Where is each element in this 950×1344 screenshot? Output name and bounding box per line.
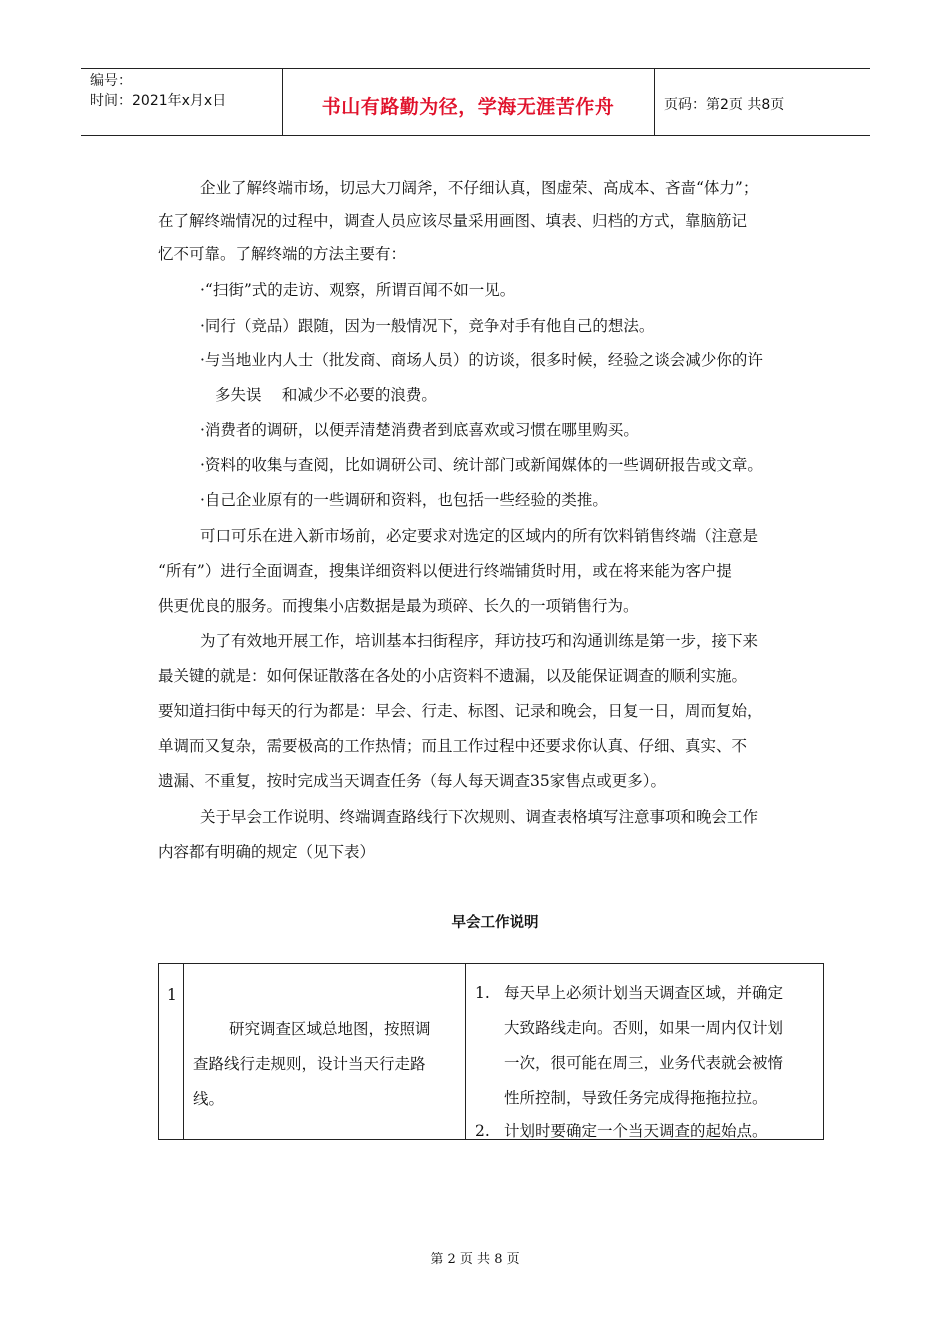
paragraph-line: 最关键的就是：如何保证散落在各处的小店资料不遗漏，以及能保证调查的顺利实施。 [158, 667, 748, 685]
page-footer: 第 2 页 共 8 页 [430, 1252, 520, 1267]
paragraph-line: 供更优良的服务。而搜集小店数据是最为琐碎、长久的一项销售行为。 [158, 597, 639, 615]
header-bottom-rule [81, 135, 870, 136]
header-motto: 书山有路勤为径，学海无涯苦作舟 [321, 96, 615, 118]
table-task-line: 查路线行走规则，设计当天行走路 [193, 1055, 426, 1073]
morning-meeting-table [158, 963, 824, 1140]
document-number-label: 编号： [90, 73, 132, 89]
table-row-number: 1 [167, 986, 177, 1004]
paragraph-line: 企业了解终端市场，切忌大刀阔斧，不仔细认真，图虚荣、高成本、吝啬“体力”； [200, 179, 759, 197]
paragraph-line: 内容都有明确的规定（见下表） [158, 843, 376, 861]
header-divider-right [654, 68, 655, 136]
table-column-divider [183, 964, 184, 1139]
table-note-line: 性所控制，导致任务完成得拖拖拉拉。 [504, 1089, 768, 1107]
paragraph-line: “所有”）进行全面调查，搜集详细资料以便进行终端铺货时用，或在将来能为客户提 [158, 562, 732, 580]
table-task-line: 研究调查区域总地图，按照调 [229, 1020, 431, 1038]
table-note-number: 1. [475, 984, 490, 1002]
bullet-item: ·资料的收集与查阅，比如调研公司、统计部门或新闻媒体的一些调研报告或文章。 [200, 456, 763, 474]
header-page-info: 页码：第2页 共8页 [664, 97, 785, 113]
table-task-line: 线。 [193, 1090, 225, 1108]
bullet-item: ·消费者的调研，以便弄清楚消费者到底喜欢或习惯在哪里购买。 [200, 421, 639, 439]
paragraph-line: 在了解终端情况的过程中，调查人员应该尽量采用画图、填表、归档的方式，靠脑筋记 [158, 212, 748, 230]
table-column-divider [465, 964, 466, 1139]
bullet-item: ·自己企业原有的一些调研和资料，也包括一些经验的类推。 [200, 491, 608, 509]
table-note-line: 每天早上必须计划当天调查区域，并确定 [504, 984, 784, 1002]
bullet-item: ·与当地业内人士（批发商、商场人员）的访谈，很多时候，经验之谈会减少你的许 [200, 351, 763, 369]
paragraph-line: 关于早会工作说明、终端调查路线行下次规则、调查表格填写注意事项和晚会工作 [200, 808, 759, 826]
paragraph-line: 单调而又复杂，需要极高的工作热情；而且工作过程中还要求你认真、仔细、真实、不 [158, 737, 748, 755]
paragraph-line: 为了有效地开展工作，培训基本扫街程序，拜访技巧和沟通训练是第一步，接下来 [200, 632, 759, 650]
paragraph-line: 遗漏、不重复，按时完成当天调查任务（每人每天调查35家售点或更多）。 [158, 772, 666, 790]
document-date-label: 时间：2021年x月x日 [90, 93, 227, 109]
table-title: 早会工作说明 [451, 915, 539, 931]
table-note-line: 大致路线走向。否则，如果一周内仅计划 [504, 1019, 784, 1037]
table-note-line: 计划时要确定一个当天调查的起始点。 [504, 1122, 768, 1140]
header-top-rule [81, 68, 870, 69]
bullet-item: ·“扫街”式的走访、观察，所谓百闻不如一见。 [200, 281, 516, 299]
paragraph-line: 要知道扫街中每天的行为都是：早会、行走、标图、记录和晚会，日复一日，周而复始， [158, 702, 763, 720]
paragraph-line: 可口可乐在进入新市场前，必定要求对选定的区域内的所有饮料销售终端（注意是 [200, 527, 759, 545]
table-note-line: 一次，很可能在周三，业务代表就会被惰 [504, 1054, 784, 1072]
bullet-item: ·同行（竞品）跟随，因为一般情况下，竞争对手有他自己的想法。 [200, 317, 655, 335]
paragraph-line: 忆不可靠。了解终端的方法主要有： [158, 245, 407, 263]
bullet-item-continuation: 多失误 和减少不必要的浪费。 [215, 386, 437, 404]
table-note-number: 2. [475, 1122, 490, 1140]
